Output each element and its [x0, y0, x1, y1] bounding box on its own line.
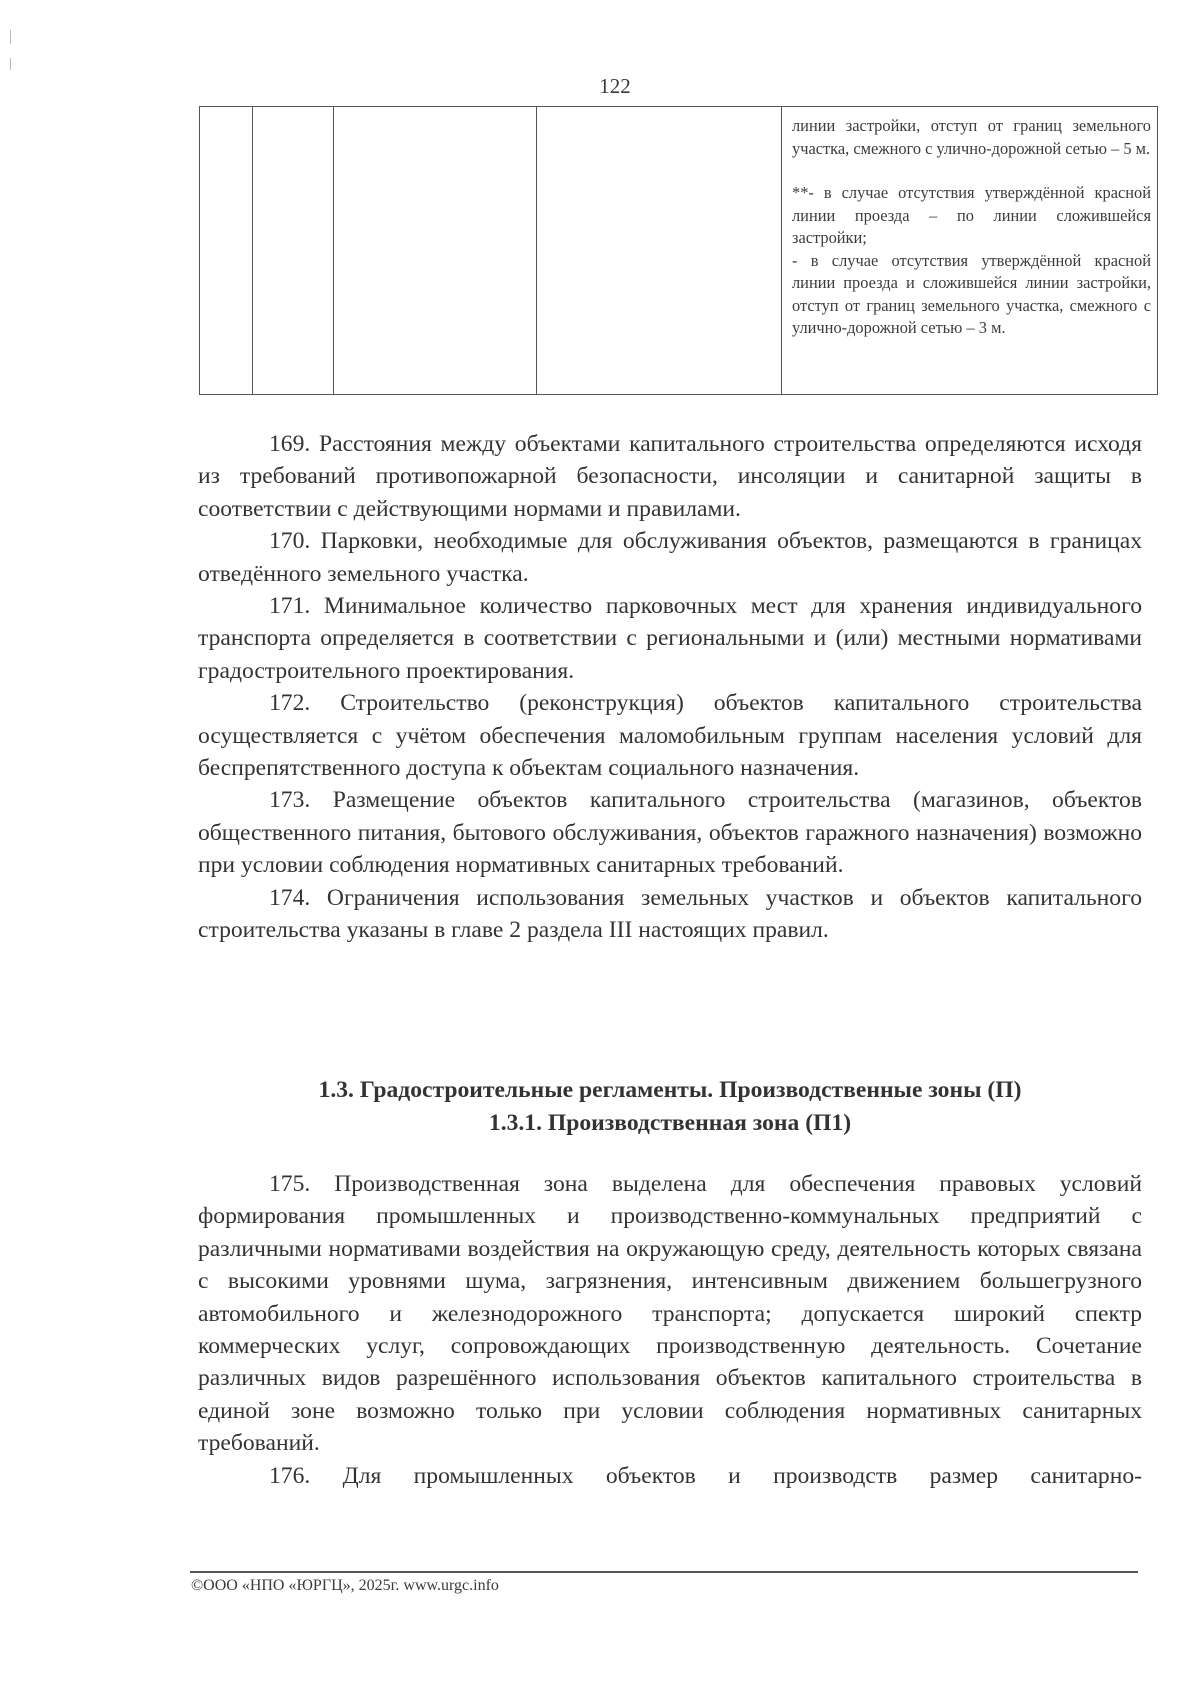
scan-artifact-mark	[10, 58, 11, 70]
page-number: 122	[599, 74, 631, 98]
footer-divider	[190, 1571, 1138, 1573]
section-heading: 1.3. Градостроительные регламенты. Производственные зоны (П)	[318, 1077, 1022, 1103]
paragraph-175: 175. Производственная зона выделена для обеспечения правовых условий формирования промышленных и производственно-коммунальных предприятий с различными нормативами воздействия на окружающую среду, деятельность которых связана с высокими уровнями шума, загрязнения, интенсивным движением большегрузного автомобильного и железнодорожного транспорта; допускается широкий спектр коммерческих услуг, сопровождающих производственную деятельность. Сочетание различных видов разрешённого использования объектов капитального строительства в единой зоне возможно только при условии соблюдения нормативных санитарных требований.	[198, 1171, 1142, 1457]
table-cell	[537, 107, 782, 395]
paragraph-173: 173. Размещение объектов капитального строительства (магазинов, объектов общественного питания, бытового обслуживания, объектов гаражного назначения) возможно при условии соблюдения нормативных санитарных требований.	[198, 787, 1142, 879]
section-headings	[198, 1074, 1142, 1139]
paragraph-169: 169. Расстояния между объектами капитального строительства определяются исходя из требований противопожарной безопасности, инсоляции и санитарной защиты в соответствии с действующими нормами и правилами.	[198, 431, 1142, 522]
table-row	[200, 107, 1158, 395]
paragraph-176: 176. Для промышленных объектов и производств размер санитарно-	[269, 1462, 1142, 1489]
paragraph-171: 171. Минимальное количество парковочных мест для хранения индивидуального транспорта определяется в соответствии с региональными и (или) местными нормативами градостроительного проектирования.	[198, 593, 1142, 684]
table-cell	[334, 107, 537, 395]
table-cell	[200, 107, 253, 395]
continuation-table	[199, 106, 1158, 395]
body-text-block-1	[198, 428, 1142, 947]
table-cell-paragraph: линии застройки, отступ от границ земельного участка, смежного с улично-дорожной сетью – 5 м.	[792, 116, 1151, 158]
table-cell-requirements	[782, 107, 1158, 395]
body-text-block-2	[198, 1168, 1142, 1492]
table-cell-paragraph: **- в случае отсутствия утверждённой красной линии проезда – по линии сложившейся застройки; - в случае отсутствия утверждённой красной линии проезда и сложившейся линии застройки, отступ от границ земельного участка, смежного с улично-дорожной сетью – 3 м.	[792, 183, 1151, 337]
table-cell-text	[782, 107, 1157, 340]
paragraph-174: 174. Ограничения использования земельных участков и объектов капитального строительства указаны в главе 2 раздела III настоящих правил.	[198, 884, 1142, 944]
scan-artifact-mark	[10, 30, 11, 44]
footer-copyright: ©ООО «НПО «ЮРГЦ», 2025г. www.urgc.info	[191, 1577, 499, 1594]
table-cell	[253, 107, 334, 395]
paragraph-172: 172. Строительство (реконструкция) объектов капитального строительства осуществляется с учётом обеспечения маломобильным группам населения условий для беспрепятственного доступа к объектам социального назначения.	[198, 690, 1142, 782]
paragraph-170: 170. Парковки, необходимые для обслуживания объектов, размещаются в границах отведённого земельного участка.	[198, 528, 1142, 587]
subsection-heading: 1.3.1. Производственная зона (П1)	[488, 1109, 852, 1136]
